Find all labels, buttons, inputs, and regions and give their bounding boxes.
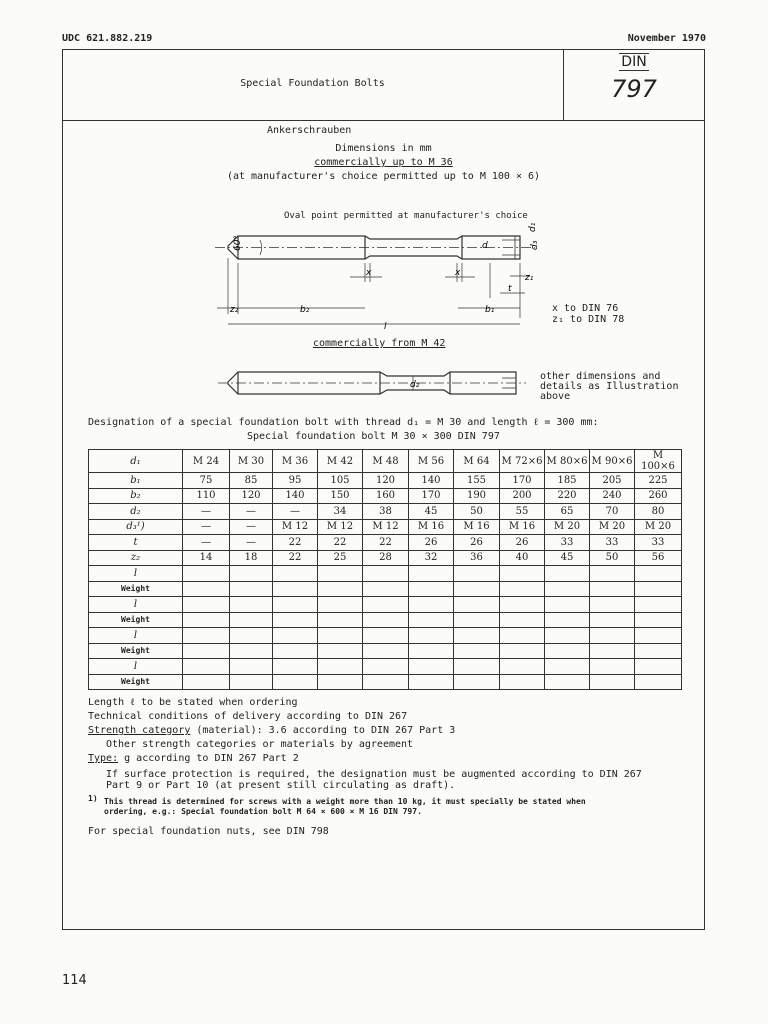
table-cell bbox=[590, 597, 635, 613]
other-line-3: above bbox=[540, 391, 571, 402]
table-cell bbox=[363, 659, 409, 675]
table-cell bbox=[590, 581, 635, 597]
other-dimensions-note bbox=[540, 372, 678, 402]
table-cell: 140 bbox=[409, 473, 454, 489]
table-cell: 120 bbox=[363, 473, 409, 489]
table-cell: 140 bbox=[273, 488, 318, 504]
table-cell bbox=[363, 581, 409, 597]
table-cell bbox=[590, 566, 635, 582]
table-cell: 45 bbox=[545, 550, 590, 566]
note-strength-other: Other strength categories or materials by agreement bbox=[106, 739, 414, 750]
table-cell: 26 bbox=[454, 535, 500, 551]
table-cell: 33 bbox=[590, 535, 635, 551]
table-cell bbox=[273, 581, 318, 597]
table-cell: M 56 bbox=[409, 450, 454, 473]
table-cell bbox=[500, 597, 545, 613]
german-subtitle: Ankerschrauben bbox=[267, 125, 352, 136]
dimensions-table bbox=[88, 449, 682, 690]
surface-line-1: If surface protection is required, the designation must be augmented according to DIN 267 bbox=[106, 769, 642, 780]
table-cell bbox=[635, 597, 682, 613]
table-cell: M 20 bbox=[590, 519, 635, 535]
l-label: l bbox=[384, 322, 387, 332]
x-din-reference bbox=[552, 303, 624, 325]
table-cell: 22 bbox=[363, 535, 409, 551]
strength-label: Strength category bbox=[88, 725, 191, 736]
table-row bbox=[89, 581, 682, 597]
table-cell bbox=[454, 674, 500, 690]
table-cell bbox=[183, 581, 230, 597]
table-cell: 55 bbox=[500, 504, 545, 520]
table-cell bbox=[183, 628, 230, 644]
footnote bbox=[88, 794, 586, 817]
table-cell: 26 bbox=[409, 535, 454, 551]
table-cell: 45 bbox=[409, 504, 454, 520]
bolt-drawing-standard bbox=[200, 218, 560, 338]
surface-line-2: Part 9 or Part 10 (at present still circulating as draft). bbox=[106, 780, 456, 791]
table-cell: 56 bbox=[635, 550, 682, 566]
table-cell bbox=[409, 597, 454, 613]
table-cell bbox=[590, 612, 635, 628]
table-row bbox=[89, 643, 682, 659]
table-cell: 85 bbox=[230, 473, 273, 489]
table-cell: 50 bbox=[454, 504, 500, 520]
table-cell bbox=[635, 581, 682, 597]
row-label: Weight bbox=[89, 643, 183, 659]
table-cell: 150 bbox=[318, 488, 363, 504]
table-cell: 50 bbox=[590, 550, 635, 566]
table-cell: 205 bbox=[590, 473, 635, 489]
type-rest: g according to DIN 267 Part 2 bbox=[118, 753, 299, 764]
table-cell: 33 bbox=[545, 535, 590, 551]
table-cell bbox=[273, 597, 318, 613]
table-cell: 220 bbox=[545, 488, 590, 504]
table-cell: — bbox=[230, 519, 273, 535]
table-cell: 14 bbox=[183, 550, 230, 566]
table-cell: M 24 bbox=[183, 450, 230, 473]
table-cell: M 48 bbox=[363, 450, 409, 473]
table-cell: 225 bbox=[635, 473, 682, 489]
table-cell bbox=[635, 628, 682, 644]
table-row bbox=[89, 450, 682, 473]
table-cell: 70 bbox=[590, 504, 635, 520]
table-cell bbox=[500, 628, 545, 644]
row-label: Weight bbox=[89, 674, 183, 690]
table-cell bbox=[363, 612, 409, 628]
commercial-text: commercially up to M 36 bbox=[314, 157, 453, 168]
row-label: l bbox=[89, 628, 183, 644]
other-line-1: other dimensions and bbox=[540, 371, 661, 382]
table-cell bbox=[363, 597, 409, 613]
table-cell: — bbox=[230, 504, 273, 520]
d3-label: d₃ bbox=[530, 240, 540, 250]
note-length: Length ℓ to be stated when ordering bbox=[88, 697, 298, 708]
table-cell: M 12 bbox=[363, 519, 409, 535]
table-cell bbox=[183, 643, 230, 659]
manufacturer-note: (at manufacturer's choice permitted up to M 100 × 6) bbox=[226, 171, 541, 182]
table-cell bbox=[500, 566, 545, 582]
publication-date: November 1970 bbox=[627, 33, 706, 44]
table-cell bbox=[545, 628, 590, 644]
page-number: 114 bbox=[62, 973, 87, 988]
table-cell bbox=[230, 581, 273, 597]
table-cell: 28 bbox=[363, 550, 409, 566]
table-cell: 26 bbox=[500, 535, 545, 551]
b2-label: b₂ bbox=[300, 305, 310, 315]
note-type bbox=[88, 753, 299, 764]
table-cell: 18 bbox=[230, 550, 273, 566]
table-cell: M 16 bbox=[500, 519, 545, 535]
table-cell bbox=[230, 643, 273, 659]
table-cell bbox=[590, 643, 635, 659]
table-cell bbox=[230, 612, 273, 628]
table-cell bbox=[590, 674, 635, 690]
table-cell: 110 bbox=[183, 488, 230, 504]
table-row bbox=[89, 659, 682, 675]
table-cell bbox=[454, 612, 500, 628]
note-technical: Technical conditions of delivery according to DIN 267 bbox=[88, 711, 408, 722]
table-cell bbox=[635, 566, 682, 582]
table-cell: M 30 bbox=[230, 450, 273, 473]
table-row bbox=[89, 674, 682, 690]
table-cell: M 16 bbox=[409, 519, 454, 535]
din-label-text: DIN bbox=[621, 54, 647, 70]
table-cell bbox=[545, 643, 590, 659]
footnote-line-2: ordering, e.g.: Special foundation bolt M 64 × 600 × M 16 DIN 797. bbox=[104, 807, 422, 816]
table-cell bbox=[500, 674, 545, 690]
table-cell bbox=[230, 566, 273, 582]
d2-label: d₂ bbox=[410, 380, 420, 390]
table-cell bbox=[363, 643, 409, 659]
table-cell bbox=[318, 612, 363, 628]
b1-label: b₁ bbox=[485, 305, 495, 315]
commercial-from-text: commercially from M 42 bbox=[313, 338, 446, 349]
table-cell bbox=[454, 628, 500, 644]
table-cell: 170 bbox=[500, 473, 545, 489]
table-cell bbox=[635, 612, 682, 628]
table-cell: M 72×6 bbox=[500, 450, 545, 473]
table-cell: 190 bbox=[454, 488, 500, 504]
note-surface bbox=[106, 769, 642, 791]
table-cell: M 20 bbox=[545, 519, 590, 535]
table-cell: 22 bbox=[273, 550, 318, 566]
row-label: b₁ bbox=[89, 473, 183, 489]
table-cell: 240 bbox=[590, 488, 635, 504]
row-label: l bbox=[89, 597, 183, 613]
table-cell: M 16 bbox=[454, 519, 500, 535]
table-cell bbox=[273, 674, 318, 690]
table-cell: — bbox=[183, 519, 230, 535]
table-cell bbox=[318, 581, 363, 597]
table-row bbox=[89, 504, 682, 520]
table-row bbox=[89, 488, 682, 504]
table-cell bbox=[590, 628, 635, 644]
table-cell bbox=[545, 612, 590, 628]
table-cell: 32 bbox=[409, 550, 454, 566]
table-cell bbox=[409, 566, 454, 582]
footnote-row-1 bbox=[88, 794, 586, 807]
table-cell bbox=[363, 628, 409, 644]
other-line-2: details as Illustration bbox=[540, 381, 679, 392]
table-row bbox=[89, 550, 682, 566]
table-cell bbox=[318, 628, 363, 644]
designation-example: Special foundation bolt M 30 × 300 DIN 797 bbox=[247, 431, 500, 442]
table-cell: M 20 bbox=[635, 519, 682, 535]
t-label: t bbox=[508, 284, 512, 294]
row-label: d₁ bbox=[89, 450, 183, 473]
table-cell bbox=[273, 659, 318, 675]
commercial-from-note bbox=[313, 338, 445, 349]
table-cell bbox=[318, 659, 363, 675]
table-cell bbox=[273, 566, 318, 582]
table-cell bbox=[500, 643, 545, 659]
table-cell bbox=[454, 643, 500, 659]
z1-din-line: z₁ to DIN 78 bbox=[552, 314, 625, 325]
table-cell: — bbox=[183, 535, 230, 551]
row-label: Weight bbox=[89, 581, 183, 597]
d-label: d bbox=[482, 241, 488, 251]
table-cell bbox=[500, 581, 545, 597]
row-label: l bbox=[89, 659, 183, 675]
table-cell: 22 bbox=[318, 535, 363, 551]
table-cell bbox=[635, 643, 682, 659]
table-cell: 105 bbox=[318, 473, 363, 489]
z2-label: z₂ bbox=[230, 305, 239, 315]
table-cell: 120 bbox=[230, 488, 273, 504]
table-cell bbox=[230, 628, 273, 644]
header-divider bbox=[62, 120, 705, 121]
table-cell: 25 bbox=[318, 550, 363, 566]
table-cell bbox=[590, 659, 635, 675]
table-cell bbox=[545, 659, 590, 675]
table-cell: 38 bbox=[363, 504, 409, 520]
x-label-2: x bbox=[455, 268, 461, 278]
table-cell: 80 bbox=[635, 504, 682, 520]
row-label: d₂ bbox=[89, 504, 183, 520]
table-cell: 160 bbox=[363, 488, 409, 504]
row-label: b₂ bbox=[89, 488, 183, 504]
table-cell: 40 bbox=[500, 550, 545, 566]
din-number: 797 bbox=[611, 75, 657, 103]
table-cell bbox=[545, 566, 590, 582]
table-cell: M 80×6 bbox=[545, 450, 590, 473]
table-cell: 75 bbox=[183, 473, 230, 489]
table-row bbox=[89, 535, 682, 551]
type-label: Type: bbox=[88, 753, 119, 764]
udc-code: UDC 621.882.219 bbox=[62, 33, 153, 44]
table-cell: M 64 bbox=[454, 450, 500, 473]
table-cell: 22 bbox=[273, 535, 318, 551]
table-cell: M 36 bbox=[273, 450, 318, 473]
table-row bbox=[89, 628, 682, 644]
table-cell bbox=[183, 659, 230, 675]
row-label: l bbox=[89, 566, 183, 582]
table-cell: 33 bbox=[635, 535, 682, 551]
table-cell: 260 bbox=[635, 488, 682, 504]
table-cell bbox=[454, 566, 500, 582]
table-cell bbox=[230, 674, 273, 690]
table-cell bbox=[273, 628, 318, 644]
x-din-line: x to DIN 76 bbox=[552, 303, 619, 314]
table-cell: 200 bbox=[500, 488, 545, 504]
table-cell bbox=[363, 566, 409, 582]
table-cell bbox=[409, 628, 454, 644]
table-cell bbox=[409, 659, 454, 675]
table-cell bbox=[545, 581, 590, 597]
table-cell bbox=[183, 566, 230, 582]
z1-label: z₁ bbox=[525, 273, 534, 283]
dimensions-table-body bbox=[89, 450, 682, 690]
table-cell: — bbox=[183, 504, 230, 520]
din-label bbox=[563, 54, 705, 70]
table-cell bbox=[635, 659, 682, 675]
table-cell: 65 bbox=[545, 504, 590, 520]
table-row bbox=[89, 519, 682, 535]
table-cell bbox=[183, 597, 230, 613]
table-cell bbox=[318, 643, 363, 659]
table-cell bbox=[545, 674, 590, 690]
row-label: z₂ bbox=[89, 550, 183, 566]
table-cell bbox=[273, 612, 318, 628]
table-row bbox=[89, 612, 682, 628]
table-cell bbox=[318, 674, 363, 690]
table-cell: M 100×6 bbox=[635, 450, 682, 473]
table-cell: — bbox=[230, 535, 273, 551]
bolt-drawing-large bbox=[210, 366, 530, 402]
footnote-mark: 1) bbox=[88, 794, 98, 803]
note-nuts: For special foundation nuts, see DIN 798 bbox=[88, 826, 329, 837]
row-label: t bbox=[89, 535, 183, 551]
table-cell bbox=[454, 597, 500, 613]
table-cell bbox=[454, 581, 500, 597]
table-row bbox=[89, 566, 682, 582]
strength-rest: (material): 3.6 according to DIN 267 Part 3 bbox=[190, 725, 456, 736]
table-cell bbox=[318, 566, 363, 582]
table-cell bbox=[183, 674, 230, 690]
x-label-1: x bbox=[366, 268, 372, 278]
table-cell: 95 bbox=[273, 473, 318, 489]
table-cell: M 12 bbox=[318, 519, 363, 535]
table-cell bbox=[183, 612, 230, 628]
row-label: Weight bbox=[89, 612, 183, 628]
table-cell: 155 bbox=[454, 473, 500, 489]
oval-point-note: Oval point permitted at manufacturer's choice bbox=[284, 211, 528, 221]
table-row bbox=[89, 473, 682, 489]
table-cell bbox=[500, 659, 545, 675]
table-row bbox=[89, 597, 682, 613]
table-cell bbox=[230, 597, 273, 613]
table-cell bbox=[545, 597, 590, 613]
table-cell: 34 bbox=[318, 504, 363, 520]
table-cell bbox=[273, 643, 318, 659]
table-cell: M 42 bbox=[318, 450, 363, 473]
designation-line: Designation of a special foundation bolt with thread d₁ = M 30 and length ℓ = 300 mm: bbox=[88, 417, 599, 428]
table-cell bbox=[409, 581, 454, 597]
table-cell bbox=[635, 674, 682, 690]
table-cell bbox=[409, 643, 454, 659]
table-cell: M 12 bbox=[273, 519, 318, 535]
table-cell: 170 bbox=[409, 488, 454, 504]
table-cell bbox=[409, 612, 454, 628]
angle-label: 60° bbox=[233, 235, 243, 251]
table-cell bbox=[454, 659, 500, 675]
table-cell: 36 bbox=[454, 550, 500, 566]
commercial-note bbox=[62, 157, 705, 168]
table-cell: M 90×6 bbox=[590, 450, 635, 473]
footnote-line-1: This thread is determined for screws with a weight more than 10 kg, it must specially be stated when bbox=[104, 797, 586, 806]
table-cell: — bbox=[273, 504, 318, 520]
table-cell bbox=[500, 612, 545, 628]
table-cell bbox=[409, 674, 454, 690]
table-cell bbox=[363, 674, 409, 690]
d1-label: d₁ bbox=[528, 222, 538, 232]
table-cell bbox=[230, 659, 273, 675]
dimensions-note: Dimensions in mm bbox=[335, 143, 432, 154]
row-label: d₃¹) bbox=[89, 519, 183, 535]
table-cell bbox=[318, 597, 363, 613]
table-cell: 185 bbox=[545, 473, 590, 489]
document-title: Special Foundation Bolts bbox=[240, 78, 385, 89]
note-strength bbox=[88, 725, 455, 736]
